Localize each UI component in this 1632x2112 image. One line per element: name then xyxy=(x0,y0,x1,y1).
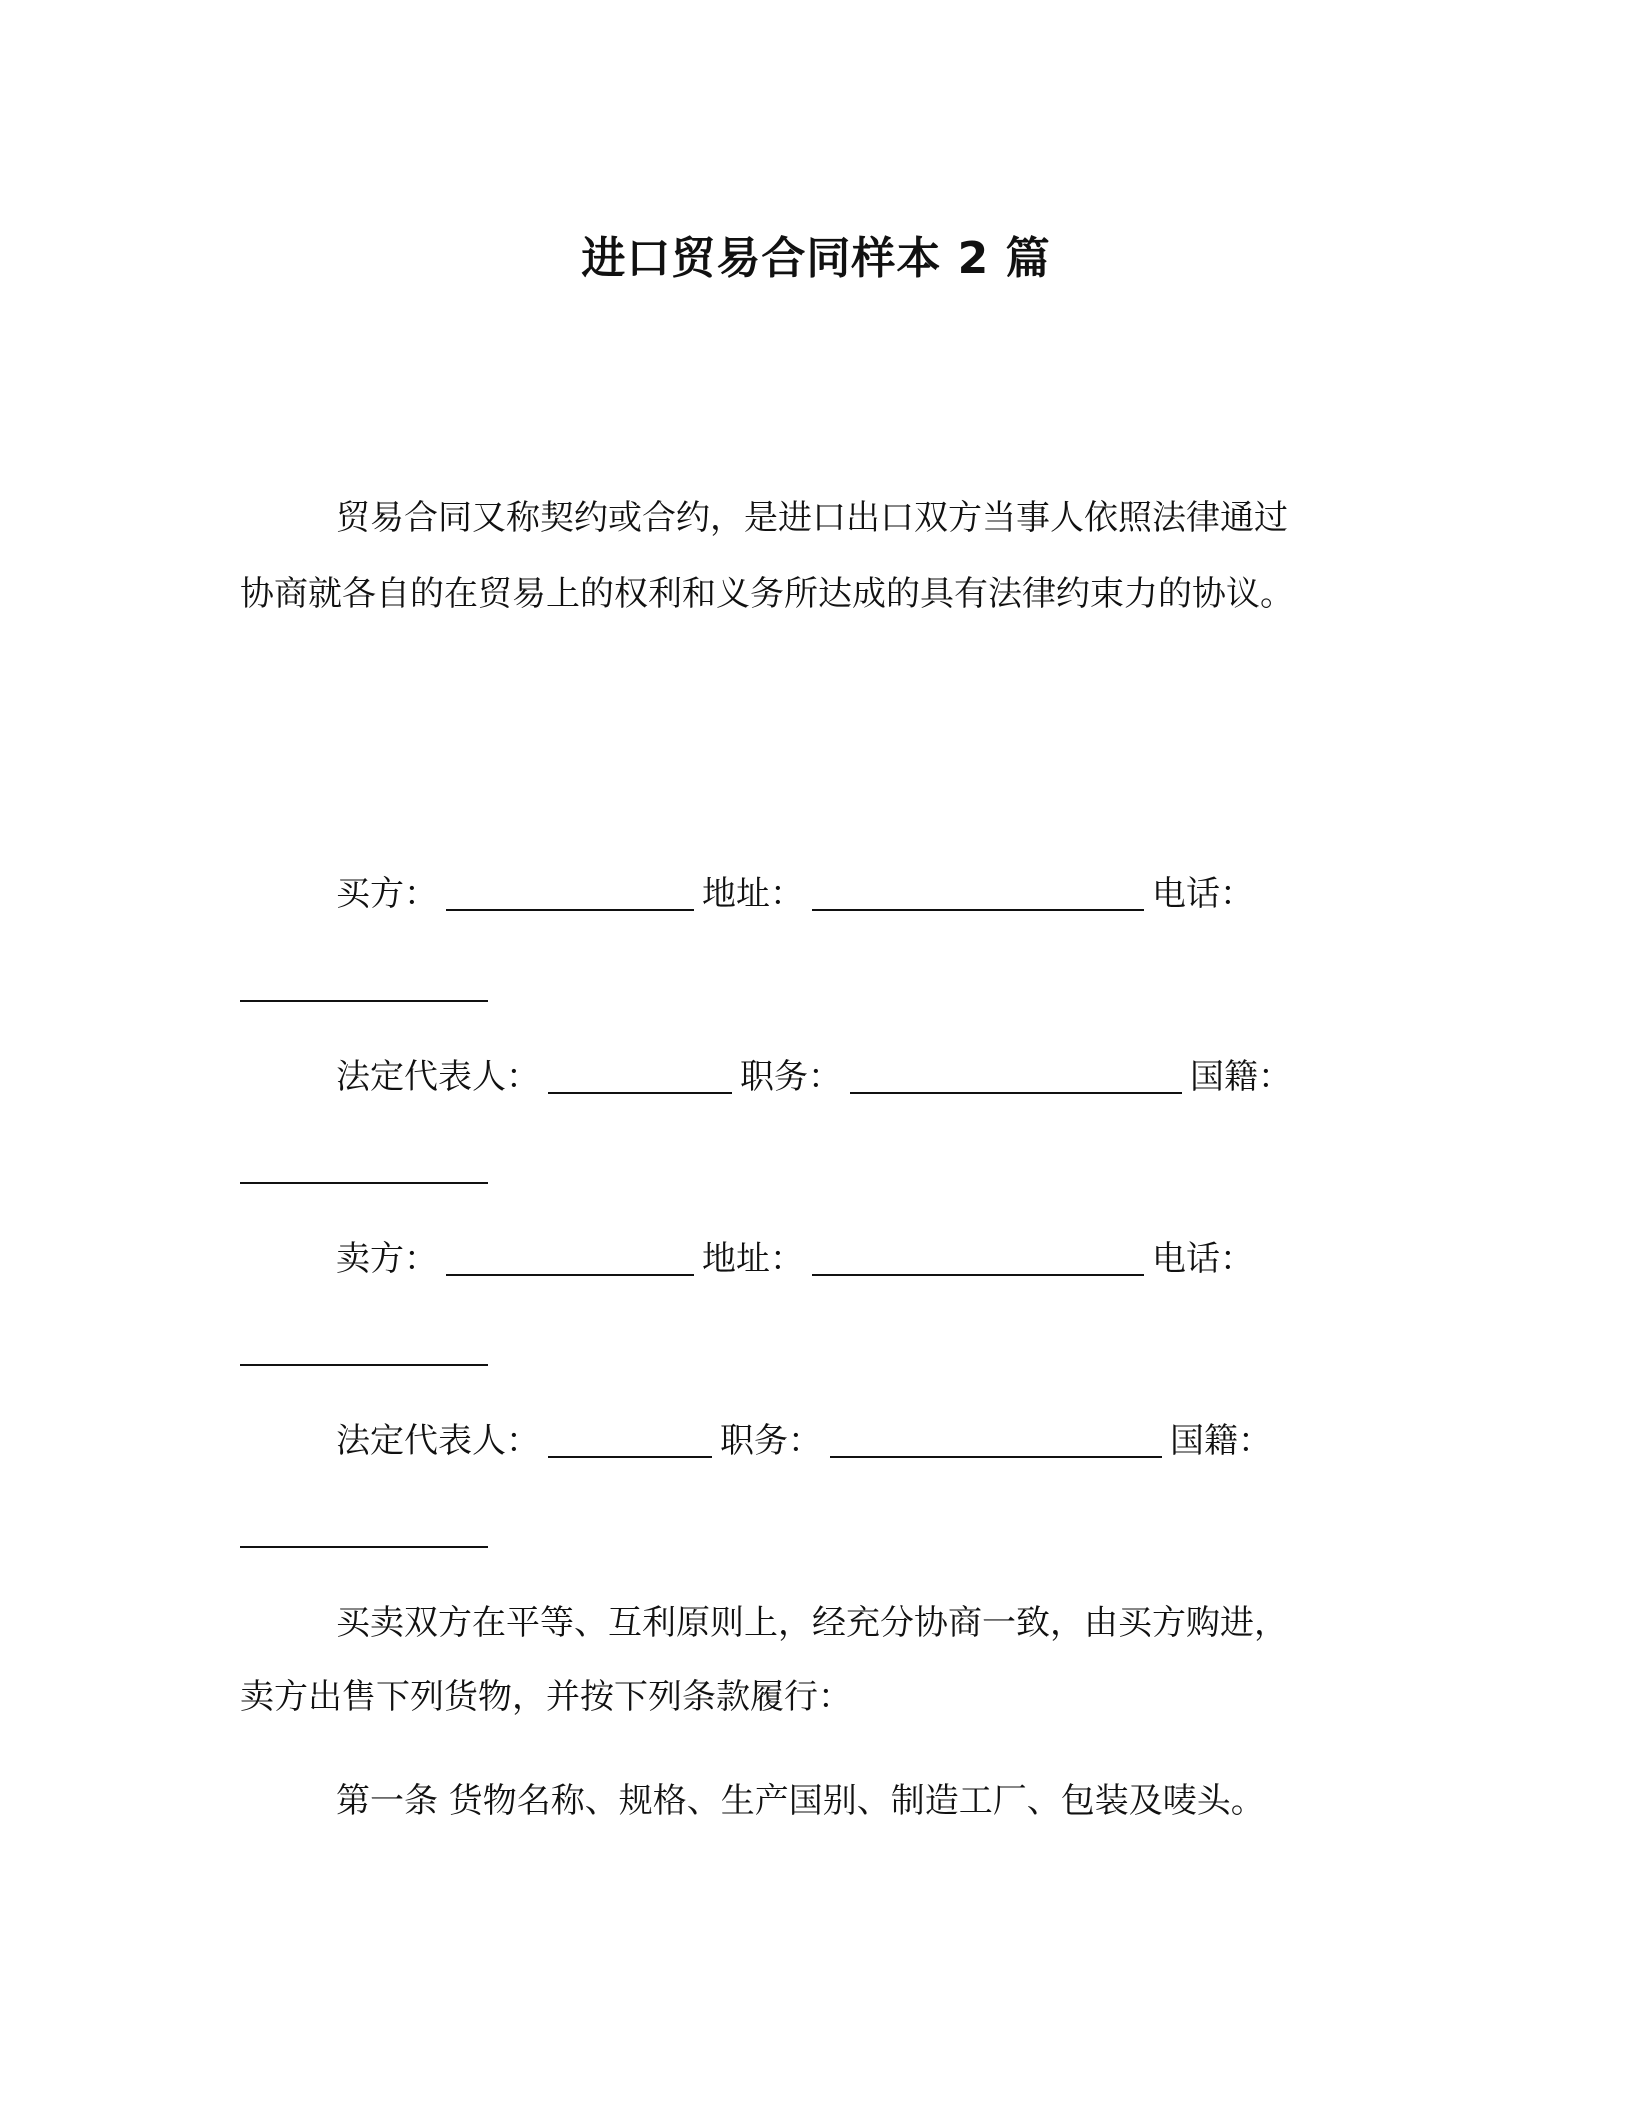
buyer-position-blank xyxy=(850,1056,1182,1094)
buyer-address-blank xyxy=(812,873,1144,911)
seller-representative-row xyxy=(336,1416,1272,1466)
seller-position-label: 职务： xyxy=(720,1421,822,1461)
document-title: 进口贸易合同样本 2 篇 xyxy=(581,233,1051,284)
seller-name-blank xyxy=(446,1238,694,1276)
buyer-phone-blank xyxy=(240,1000,488,1002)
buyer-label: 买方： xyxy=(336,874,438,914)
seller-address-label: 地址： xyxy=(702,1239,804,1279)
seller-representative-label: 法定代表人： xyxy=(336,1421,540,1461)
buyer-address-label: 地址： xyxy=(702,874,804,914)
buyer-nationality-label: 国籍： xyxy=(1190,1057,1292,1097)
seller-row xyxy=(336,1234,1254,1284)
seller-nationality-label: 国籍： xyxy=(1170,1421,1272,1461)
buyer-position-label: 职务： xyxy=(740,1057,842,1097)
buyer-name-blank xyxy=(446,873,694,911)
intro-paragraph-line-1: 贸易合同又称契约或合约，是进口出口双方当事人依照法律通过 xyxy=(336,498,1288,538)
seller-phone-label: 电话： xyxy=(1152,1239,1254,1279)
agreement-paragraph-line-2: 卖方出售下列货物，并按下列条款履行： xyxy=(240,1677,852,1717)
buyer-representative-label: 法定代表人： xyxy=(336,1057,540,1097)
seller-label: 卖方： xyxy=(336,1239,438,1279)
intro-paragraph-line-2: 协商就各自的在贸易上的权利和义务所达成的具有法律约束力的协议。 xyxy=(240,574,1294,614)
buyer-nationality-blank xyxy=(240,1182,488,1184)
buyer-row xyxy=(336,869,1254,919)
buyer-phone-label: 电话： xyxy=(1152,874,1254,914)
agreement-paragraph-line-1: 买卖双方在平等、互利原则上，经充分协商一致，由买方购进， xyxy=(336,1603,1288,1643)
seller-address-blank xyxy=(812,1238,1144,1276)
buyer-representative-row xyxy=(336,1052,1292,1102)
seller-phone-blank xyxy=(240,1364,488,1366)
article-1-heading: 第一条 货物名称、规格、生产国别、制造工厂、包装及唛头。 xyxy=(336,1781,1265,1821)
seller-nationality-blank xyxy=(240,1546,488,1548)
seller-position-blank xyxy=(830,1420,1162,1458)
seller-representative-blank xyxy=(548,1420,712,1458)
buyer-representative-blank xyxy=(548,1056,732,1094)
